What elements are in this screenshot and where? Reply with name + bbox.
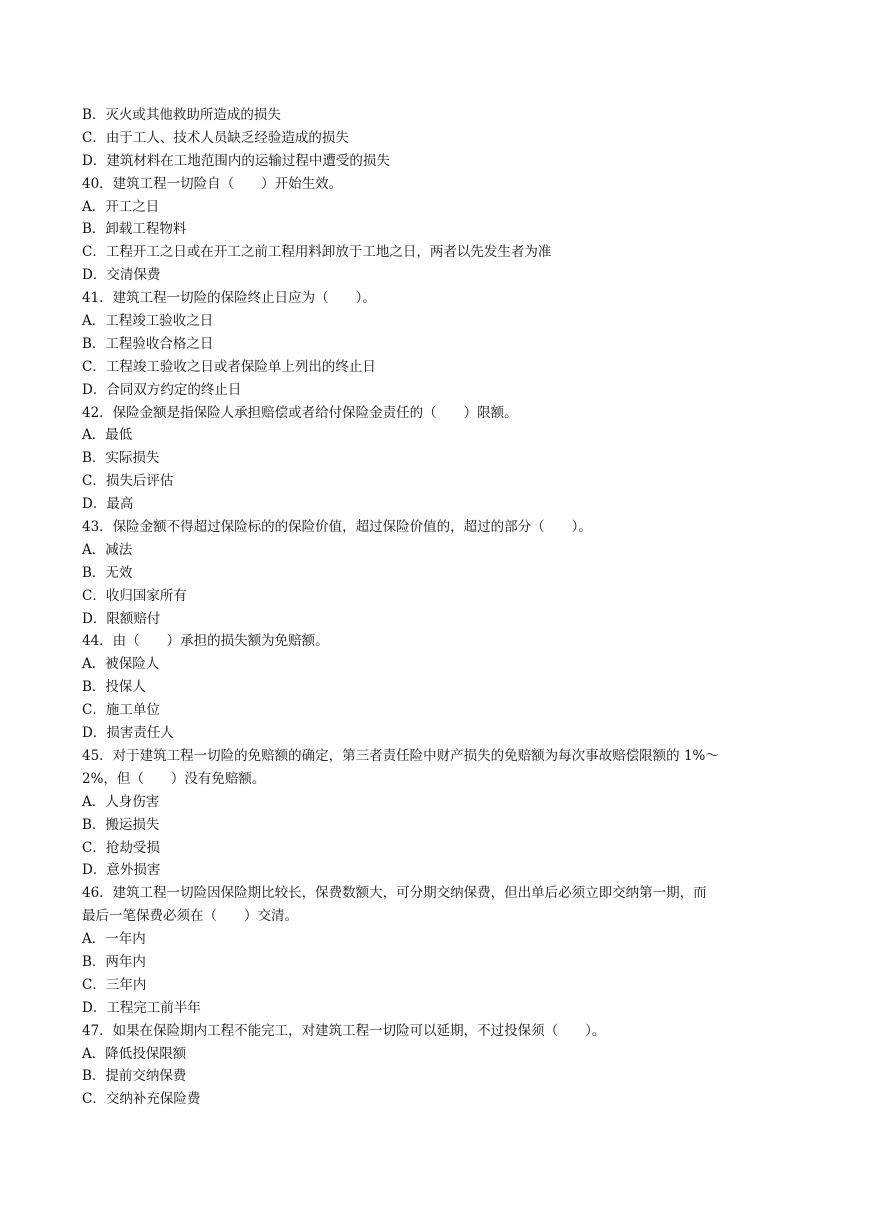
text-line: D．合同双方约定的终止日 xyxy=(82,381,242,398)
text-line: D．最高 xyxy=(82,496,134,513)
text-line: A．降低投保限额 xyxy=(82,1045,187,1062)
text-line: 46．建筑工程一切险因保险期比较长，保费数额大，可分期交纳保费，但出单后必须立即交纳第一期，而 xyxy=(82,885,707,902)
text-line: B．灭火或其他救助所造成的损失 xyxy=(82,107,281,123)
text-line: B．提前交纳保费 xyxy=(82,1068,187,1085)
text-line: 40．建筑工程一切险自（ ）开始生效。 xyxy=(82,175,343,192)
text-line: B．无效 xyxy=(82,564,133,581)
text-line: C．工程开工之日或在开工之前工程用料卸放于工地之日，两者以先发生者为准 xyxy=(82,244,552,261)
text-line: B．卸载工程物料 xyxy=(82,221,187,238)
text-line: 2%，但（ ）没有免赔额。 xyxy=(82,770,266,787)
text-line: A．人身伤害 xyxy=(82,793,160,810)
text-line: C．抢劫受损 xyxy=(82,839,160,856)
text-line: D．工程完工前半年 xyxy=(82,999,201,1016)
text-line: D．交清保费 xyxy=(82,267,161,284)
text-line: 44．由（ ）承担的损失额为免赔额。 xyxy=(82,633,329,650)
text-line: A．最低 xyxy=(82,427,133,444)
text-line: 43．保险金额不得超过保险标的的保险价值，超过保险价值的，超过的部分（ ）。 xyxy=(82,519,592,536)
text-line: C．工程竣工验收之日或者保险单上列出的终止日 xyxy=(82,358,376,375)
text-line: A．减法 xyxy=(82,541,133,558)
text-line: 41．建筑工程一切险的保险终止日应为（ ）。 xyxy=(82,290,376,307)
text-line: C．三年内 xyxy=(82,976,147,993)
text-line: B．搬运损失 xyxy=(82,816,160,833)
text-line: A．开工之日 xyxy=(82,198,160,215)
text-line: C．由于工人、技术人员缺乏经验造成的损失 xyxy=(82,129,349,146)
text-line: 最后一笔保费必须在（ ）交清。 xyxy=(82,908,298,925)
text-line: D．意外损害 xyxy=(82,862,161,879)
text-line: B．工程验收合格之日 xyxy=(82,335,214,352)
document-page xyxy=(82,104,802,1111)
text-line: C．交纳补充保险费 xyxy=(82,1091,201,1108)
text-line: D．建筑材料在工地范围内的运输过程中遭受的损失 xyxy=(82,152,390,169)
text-line: D．限额赔付 xyxy=(82,610,161,627)
text-line: A．一年内 xyxy=(82,931,146,948)
text-line: C．施工单位 xyxy=(82,702,160,719)
text-line: C．收归国家所有 xyxy=(82,587,187,604)
text-line: B．实际损失 xyxy=(82,450,160,467)
text-line: 47．如果在保险期内工程不能完工，对建筑工程一切险可以延期，不过投保须（ ）。 xyxy=(82,1022,606,1039)
text-line: D．损害责任人 xyxy=(82,725,174,742)
text-line: 42．保险金额是指保险人承担赔偿或者给付保险金责任的（ ）限额。 xyxy=(82,404,518,421)
text-line: B．两年内 xyxy=(82,953,146,970)
text-line: A．被保险人 xyxy=(82,656,160,673)
text-line: B．投保人 xyxy=(82,679,146,696)
text-line: C．损失后评估 xyxy=(82,473,174,490)
text-line: 45．对于建筑工程一切险的免赔额的确定，第三者责任险中财产损失的免赔额为每次事故赔偿限额的 1%～ xyxy=(82,747,719,764)
text-line: A．工程竣工验收之日 xyxy=(82,313,214,330)
